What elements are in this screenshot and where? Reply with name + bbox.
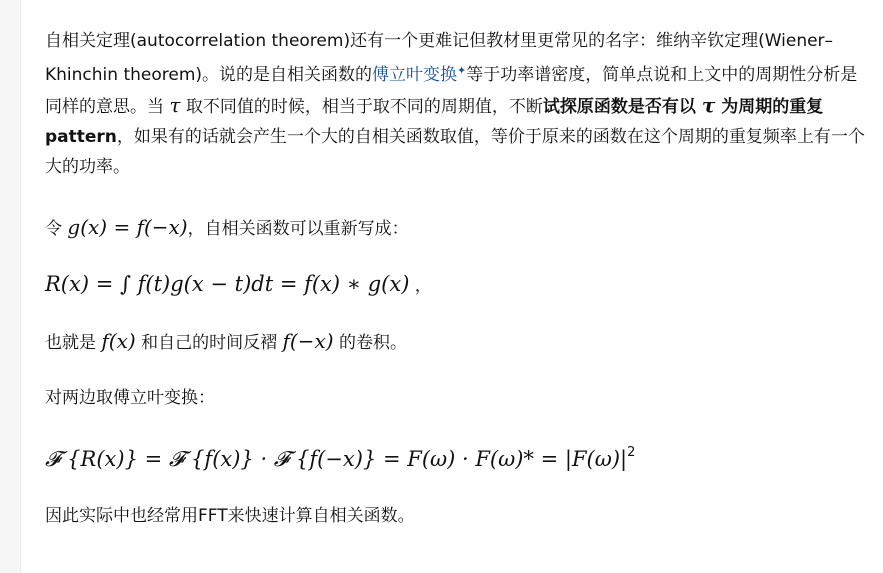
formula-fourier — [45, 438, 865, 476]
paragraph-define-g — [45, 212, 865, 244]
tau-symbol: τ — [701, 93, 716, 117]
text-segment: 也就是 — [45, 333, 102, 353]
tau-symbol: τ — [169, 93, 181, 117]
text-segment: 令 — [45, 219, 68, 239]
paragraph-wiener-khinchin — [45, 26, 865, 182]
text-segment: 的卷积。 — [333, 333, 407, 353]
text-segment: 和自己的时间反褶 — [135, 333, 283, 353]
paragraph-take-fourier: 对两边取傅立叶变换： — [45, 388, 215, 408]
text-segment: 自相关定理(autocorrelation theorem)还有一个更难记但教材里更常见的名字：维纳辛钦定理(Wiener–Khinchin theorem)。说的是自相关函数的 — [45, 31, 834, 85]
math-f-neg-x: f(−x) — [282, 329, 334, 353]
math-autocorrelation-convolution: R(x) = ∫ f(t)g(x − t)dt = f(x) ∗ g(x) — [45, 272, 410, 296]
text-segment: ，自相关函数可以重新写成： — [187, 219, 409, 239]
text-segment: 取不同值的时候，相当于取不同的周期值，不断 — [180, 97, 543, 117]
text-segment: 等于功率谱密度，简单点说和上文中的周期性分析是同样的意思。当 — [45, 65, 858, 117]
bold-text: 试探原函数是否有以 — [542, 97, 702, 117]
link-sparkle-icon: ✦ — [457, 64, 467, 77]
fourier-transform-link[interactable]: 傅立叶变换 — [372, 65, 458, 85]
left-margin-bar — [0, 0, 21, 573]
article-content — [45, 26, 865, 556]
bold-text: 为周期的重复pattern — [45, 97, 824, 147]
formula-autocorrelation — [45, 269, 865, 301]
math-fourier-identity: 𝓕 {R(x)} = 𝓕 {f(x)} · 𝓕 {f(−x)} = F(ω) · F(ω)* = |F(ω)| — [45, 447, 628, 471]
text-segment: ， — [409, 276, 432, 296]
math-exponent: 2 — [627, 445, 636, 460]
math-g-definition: g(x) = f(−x) — [67, 215, 188, 239]
paragraph-convolution — [45, 326, 865, 358]
text-segment: ，如果有的话就会产生一个大的自相关函数取值，等价于原来的函数在这个周期的重复频率上有一个大的功率。 — [45, 127, 865, 177]
paragraph-fft: 因此实际中也经常用FFT来快速计算自相关函数。 — [45, 506, 415, 526]
math-f-x: f(x) — [101, 329, 136, 353]
